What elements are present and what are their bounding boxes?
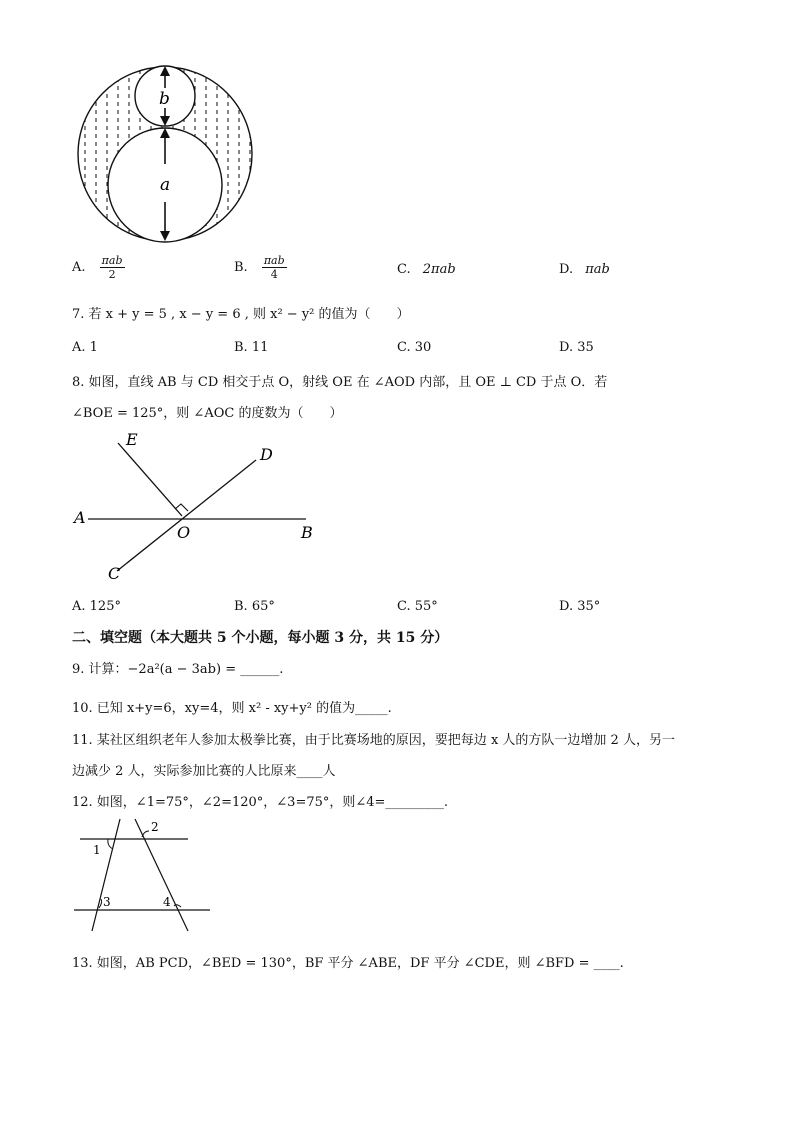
q6-option-a[interactable]: A. $\frac{\text{πab}}{2}$ (72, 254, 123, 281)
q12-stem: 12. 如图，∠1=75°，∠2=120°，∠3=75°，则∠4=_________. (72, 795, 449, 810)
q8-option-c[interactable]: C. 55° (397, 599, 438, 614)
q6-option-b[interactable]: B. $\frac{\text{πab}}{4}$ (234, 254, 285, 281)
q12-parallel-figure (70, 815, 220, 935)
q9-stem: 9. 计算：−2a²(a − 3ab) = ______. (72, 662, 284, 677)
q8-option-a[interactable]: A. 125° (72, 599, 121, 614)
angle-2-label: 2 (151, 820, 159, 834)
q7-option-b[interactable]: B. 11 (234, 340, 269, 355)
angle-3-label: 3 (103, 895, 111, 909)
label-O: O (177, 523, 191, 542)
q8-stem-line1: 8. 如图，直线 AB 与 CD 相交于点 O，射线 OE 在 ∠AOD 内部，且 OE ⊥ CD 于点 O．若 (72, 375, 608, 390)
q8-option-d[interactable]: D. 35° (559, 599, 601, 614)
q11-stem-line2: 边减少 2 人，实际参加比赛的人比原来____人 (72, 764, 336, 779)
label-E: E (126, 430, 138, 449)
label-a: a (160, 175, 171, 195)
q6-option-c[interactable]: C. 2πab (397, 262, 456, 277)
q13-stem: 13. 如图，AB PCD，∠BED = 130°，BF 平分 ∠ABE，DF 平分 ∠CDE，则 ∠BFD = ____. (72, 956, 624, 971)
q6-option-d[interactable]: D. πab (559, 262, 610, 277)
label-A: A (74, 508, 86, 527)
q11-stem-line1: 11. 某社区组织老年人参加太极拳比赛，由于比赛场地的原因，要把每边 x 人的方队一边增加 2 人，另一 (72, 733, 675, 748)
section-2-heading: 二、填空题（本大题共 5 个小题，每小题 3 分，共 15 分） (72, 630, 449, 646)
label-C: C (108, 564, 121, 583)
q10-stem: 10. 已知 x+y=6，xy=4，则 x² - xy+y² 的值为_____. (72, 701, 392, 716)
q7-option-c[interactable]: C. 30 (397, 340, 432, 355)
angle-4-label: 4 (163, 895, 171, 909)
q8-stem-line2: ∠BOE = 125°，则 ∠AOC 的度数为（ ） (72, 406, 343, 421)
angle-1-label: 1 (93, 843, 101, 857)
q7-option-d[interactable]: D. 35 (559, 340, 594, 355)
label-B: B (301, 523, 313, 542)
q6-circle-figure (72, 62, 262, 247)
label-b: b (159, 89, 170, 109)
q7-stem: 7. 若 x + y = 5 , x − y = 6 , 则 x² − y² 的值为（ ） (72, 307, 410, 322)
q8-option-b[interactable]: B. 65° (234, 599, 275, 614)
q7-option-a[interactable]: A. 1 (72, 340, 98, 355)
q8-lines-figure (70, 430, 330, 590)
label-D: D (260, 445, 273, 464)
